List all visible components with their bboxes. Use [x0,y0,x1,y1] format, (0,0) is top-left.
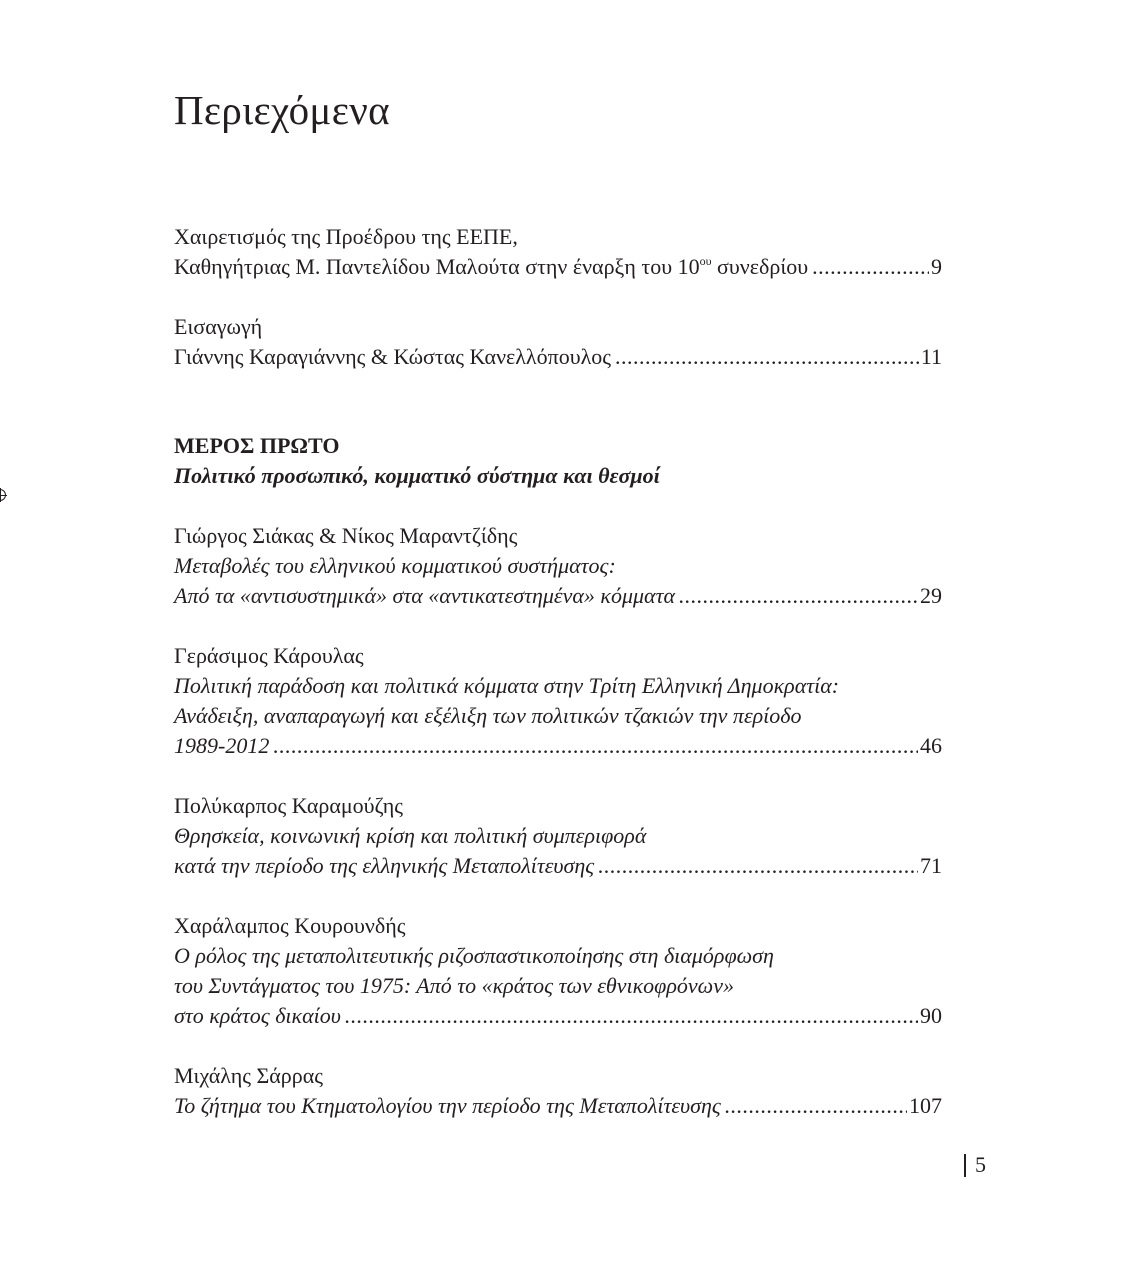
entry-title-line: Ανάδειξη, αναπαραγωγή και εξέλιξη των πολιτικών τζακιών την περίοδο [174,703,802,728]
entry-title-line: Θρησκεία, κοινωνική κρίση και πολιτική συμπεριφορά [174,823,647,848]
toc-entry [174,911,942,1031]
entry-author: Πολύκαρπος Καραμούζης [174,793,404,818]
page-number: 11 [920,344,942,369]
toc-entry-greeting [174,222,942,282]
toc-entry [174,521,942,611]
entry-title-line: Εισαγωγή [174,314,263,339]
toc-entry-introduction [174,312,942,372]
entry-title-line: Μεταβολές του ελληνικού κομματικού συστήματος: [174,553,616,578]
page-title: Περιεχόμενα [174,87,390,133]
entry-title-line: Χαιρετισμός της Προέδρου της ΕΕΠΕ, [174,224,518,249]
dot-leader [615,342,919,372]
folio-rule [964,1154,966,1177]
part-title: Πολιτικό προσωπικό, κομματικό σύστημα και θεσμοί [174,463,660,488]
toc-entry [174,791,942,881]
dot-leader [725,1091,907,1121]
dot-leader [273,731,918,761]
entry-author-line[interactable]: Γιάννης Καραγιάννης & Κώστας Κανελλόπουλος ..... 11 [174,342,942,372]
page-number: 71 [920,853,942,878]
toc-entry [174,641,942,761]
page-number: 107 [909,1093,942,1118]
entry-title-last-line[interactable]: Από τα «αντισυστημικά» στα «αντικατεστημένα» κόμματα ..... 29 [174,581,942,611]
entry-author: Γιώργος Σιάκας & Νίκος Μαραντζίδης [174,523,518,548]
page-number: 90 [920,1003,942,1028]
table-of-contents [174,222,942,1121]
folio-number: 5 [975,1152,986,1177]
crop-registration-mark [0,489,6,501]
entry-title-last-line[interactable]: 1989-2012 ..... 46 [174,731,942,761]
entry-author: Μιχάλης Σάρρας [174,1063,324,1088]
entry-title-last-line[interactable]: Το ζήτημα του Κτηματολογίου την περίοδο της Μεταπολίτευσης ..... 107 [174,1091,942,1121]
entry-author: Χαράλαμπος Κουρουνδής [174,913,406,938]
entry-title-line: Πολιτική παράδοση και πολιτικά κόμματα στην Τρίτη Ελληνική Δημοκρατία: [174,673,840,698]
entry-author: Γεράσιμος Κάρουλας [174,643,364,668]
part-label: ΜΕΡΟΣ ΠΡΩΤΟ [174,433,340,458]
page-number: 9 [931,254,942,279]
entry-title-line: Ο ρόλος της μεταπολιτευτικής ριζοσπαστικοποίησης στη διαμόρφωση [174,943,774,968]
dot-leader [598,851,918,881]
dot-leader [679,581,918,611]
entry-title-line: του Συντάγματος του 1975: Από το «κράτος των εθνικοφρόνων» [174,973,734,998]
toc-entry [174,1061,942,1121]
entry-author-line[interactable]: Καθηγήτριας Μ. Παντελίδου Μαλούτα στην έναρξη του $10^{o\upsilon}$ συνεδρίου ..... 9 [174,252,942,282]
dot-leader [345,1001,918,1031]
page-number: 46 [920,733,942,758]
entry-title-last-line[interactable]: κατά την περίοδο της ελληνικής Μεταπολίτευσης ..... 71 [174,851,942,881]
entry-title-last-line[interactable]: στο κράτος δικαίου ..... 90 [174,1001,942,1031]
page-number: 29 [920,583,942,608]
dot-leader [812,252,929,282]
page-folio [964,1152,986,1178]
